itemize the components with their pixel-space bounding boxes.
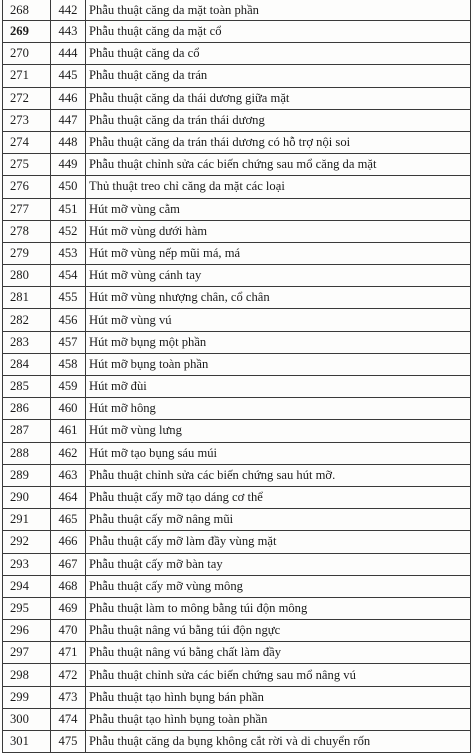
row-number-cell: 268 [3, 1, 51, 21]
procedure-code-cell: 448 [51, 131, 86, 153]
procedure-code-cell: 467 [51, 553, 86, 575]
procedure-name-cell: Phẫu thuật căng da thái dương giữa mặt [86, 87, 471, 109]
procedure-code-cell: 456 [51, 309, 86, 331]
procedure-code-cell: 447 [51, 109, 86, 131]
table-row [3, 575, 471, 597]
table-row [3, 176, 471, 198]
procedure-name-cell: Phẫu thuật căng da trán thái dương [86, 109, 471, 131]
row-number-cell: 288 [3, 442, 51, 464]
row-number-cell: 273 [3, 109, 51, 131]
procedure-code-cell: 454 [51, 265, 86, 287]
row-number-cell: 282 [3, 309, 51, 331]
procedure-name-cell: Phẫu thuật làm to mông bằng túi độn mông [86, 597, 471, 619]
table-row [3, 242, 471, 264]
table-row [3, 265, 471, 287]
procedure-code-cell: 451 [51, 198, 86, 220]
procedure-table-body [3, 1, 471, 753]
procedure-code-cell: 457 [51, 331, 86, 353]
table-row [3, 43, 471, 65]
procedure-name-cell: Phẫu thuật nâng vú bằng chất làm đầy [86, 642, 471, 664]
row-number-cell: 301 [3, 731, 51, 753]
row-number-cell: 276 [3, 176, 51, 198]
procedure-name-cell: Phẫu thuật tạo hình bụng toàn phần [86, 708, 471, 730]
procedure-name-cell: Phẫu thuật nâng vú bằng túi độn ngực [86, 620, 471, 642]
procedure-code-cell: 475 [51, 731, 86, 753]
procedure-name-cell: Phẫu thuật chỉnh sửa các biến chứng sau hút mỡ. [86, 464, 471, 486]
table-row [3, 664, 471, 686]
procedure-name-cell: Hút mỡ bụng một phần [86, 331, 471, 353]
procedure-name-cell: Hút mỡ hông [86, 398, 471, 420]
procedure-name-cell: Phẫu thuật cấy mỡ làm đầy vùng mặt [86, 531, 471, 553]
procedure-name-cell: Phẫu thuật căng da trán [86, 65, 471, 87]
procedure-code-cell: 442 [51, 1, 86, 21]
table-row [3, 21, 471, 43]
row-number-cell: 286 [3, 398, 51, 420]
row-number-cell: 274 [3, 131, 51, 153]
table-row [3, 287, 471, 309]
procedure-code-cell: 445 [51, 65, 86, 87]
row-number-cell: 290 [3, 486, 51, 508]
procedure-code-cell: 455 [51, 287, 86, 309]
procedure-table [2, 0, 471, 753]
table-row [3, 398, 471, 420]
procedure-code-cell: 449 [51, 154, 86, 176]
procedure-name-cell: Thủ thuật treo chỉ căng da mặt các loại [86, 176, 471, 198]
procedure-code-cell: 446 [51, 87, 86, 109]
table-row [3, 220, 471, 242]
row-number-cell: 298 [3, 664, 51, 686]
procedure-name-cell: Phẫu thuật căng da trán thái dương có hỗ trợ nội soi [86, 131, 471, 153]
procedure-name-cell: Phẫu thuật tạo hình bụng bán phần [86, 686, 471, 708]
procedure-code-cell: 468 [51, 575, 86, 597]
table-row [3, 509, 471, 531]
row-number-cell: 287 [3, 420, 51, 442]
row-number-cell: 294 [3, 575, 51, 597]
procedure-name-cell: Phẫu thuật cấy mỡ bàn tay [86, 553, 471, 575]
table-row [3, 486, 471, 508]
procedure-code-cell: 459 [51, 376, 86, 398]
procedure-code-cell: 463 [51, 464, 86, 486]
procedure-code-cell: 473 [51, 686, 86, 708]
table-row [3, 198, 471, 220]
procedure-code-cell: 470 [51, 620, 86, 642]
row-number-cell: 289 [3, 464, 51, 486]
row-number-cell: 280 [3, 265, 51, 287]
row-number-cell: 277 [3, 198, 51, 220]
table-row [3, 464, 471, 486]
procedure-code-cell: 460 [51, 398, 86, 420]
row-number-cell: 281 [3, 287, 51, 309]
table-row [3, 420, 471, 442]
row-number-cell: 275 [3, 154, 51, 176]
procedure-name-cell: Hút mỡ vùng lưng [86, 420, 471, 442]
table-row [3, 531, 471, 553]
procedure-name-cell: Phẫu thuật căng da cổ [86, 43, 471, 65]
procedure-code-cell: 450 [51, 176, 86, 198]
table-row [3, 331, 471, 353]
procedure-name-cell: Hút mỡ vùng cằm [86, 198, 471, 220]
procedure-name-cell: Hút mỡ vùng vú [86, 309, 471, 331]
table-row [3, 553, 471, 575]
procedure-code-cell: 465 [51, 509, 86, 531]
procedure-name-cell: Phẫu thuật cấy mỡ tạo dáng cơ thể [86, 486, 471, 508]
table-row [3, 154, 471, 176]
row-number-cell: 271 [3, 65, 51, 87]
row-number-cell: 296 [3, 620, 51, 642]
row-number-cell: 299 [3, 686, 51, 708]
row-number-cell: 297 [3, 642, 51, 664]
procedure-name-cell: Phẫu thuật cấy mỡ nâng mũi [86, 509, 471, 531]
procedure-name-cell: Hút mỡ đùi [86, 376, 471, 398]
procedure-code-cell: 458 [51, 353, 86, 375]
procedure-name-cell: Hút mỡ bụng toàn phần [86, 353, 471, 375]
procedure-code-cell: 444 [51, 43, 86, 65]
procedure-name-cell: Phẫu thuật cấy mỡ vùng mông [86, 575, 471, 597]
table-row [3, 597, 471, 619]
procedure-name-cell: Hút mỡ vùng cánh tay [86, 265, 471, 287]
procedure-code-cell: 462 [51, 442, 86, 464]
procedure-name-cell: Hút mỡ vùng nhượng chân, cổ chân [86, 287, 471, 309]
table-row [3, 642, 471, 664]
procedure-name-cell: Phẫu thuật căng da mặt cổ [86, 21, 471, 43]
procedure-name-cell: Hút mỡ tạo bụng sáu múi [86, 442, 471, 464]
procedure-code-cell: 461 [51, 420, 86, 442]
row-number-cell: 295 [3, 597, 51, 619]
row-number-cell: 278 [3, 220, 51, 242]
procedure-code-cell: 443 [51, 21, 86, 43]
table-row [3, 309, 471, 331]
procedure-code-cell: 464 [51, 486, 86, 508]
table-row [3, 686, 471, 708]
row-number-cell: 285 [3, 376, 51, 398]
table-row [3, 131, 471, 153]
row-number-cell: 279 [3, 242, 51, 264]
row-number-cell: 292 [3, 531, 51, 553]
table-row [3, 353, 471, 375]
table-row [3, 376, 471, 398]
procedure-code-cell: 466 [51, 531, 86, 553]
procedure-code-cell: 474 [51, 708, 86, 730]
table-row [3, 708, 471, 730]
row-number-cell: 293 [3, 553, 51, 575]
procedure-code-cell: 452 [51, 220, 86, 242]
table-row [3, 109, 471, 131]
table-row [3, 87, 471, 109]
procedure-code-cell: 453 [51, 242, 86, 264]
procedure-code-cell: 472 [51, 664, 86, 686]
row-number-cell: 291 [3, 509, 51, 531]
row-number-cell: 284 [3, 353, 51, 375]
procedure-name-cell: Phẫu thuật căng da mặt toàn phần [86, 1, 471, 21]
procedure-code-cell: 469 [51, 597, 86, 619]
table-row [3, 731, 471, 753]
row-number-cell: 269 [3, 21, 51, 43]
procedure-name-cell: Phẫu thuật chỉnh sửa các biến chứng sau mổ nâng vú [86, 664, 471, 686]
procedure-name-cell: Phẫu thuật căng da bụng không cắt rời và di chuyển rốn [86, 731, 471, 753]
procedure-name-cell: Hút mỡ vùng dưới hàm [86, 220, 471, 242]
procedure-code-cell: 471 [51, 642, 86, 664]
table-row [3, 65, 471, 87]
procedure-name-cell: Hút mỡ vùng nếp mũi má, má [86, 242, 471, 264]
procedure-name-cell: Phẫu thuật chỉnh sửa các biến chứng sau mổ căng da mặt [86, 154, 471, 176]
table-row [3, 442, 471, 464]
table-row [3, 1, 471, 21]
table-row [3, 620, 471, 642]
row-number-cell: 272 [3, 87, 51, 109]
row-number-cell: 283 [3, 331, 51, 353]
row-number-cell: 270 [3, 43, 51, 65]
row-number-cell: 300 [3, 708, 51, 730]
